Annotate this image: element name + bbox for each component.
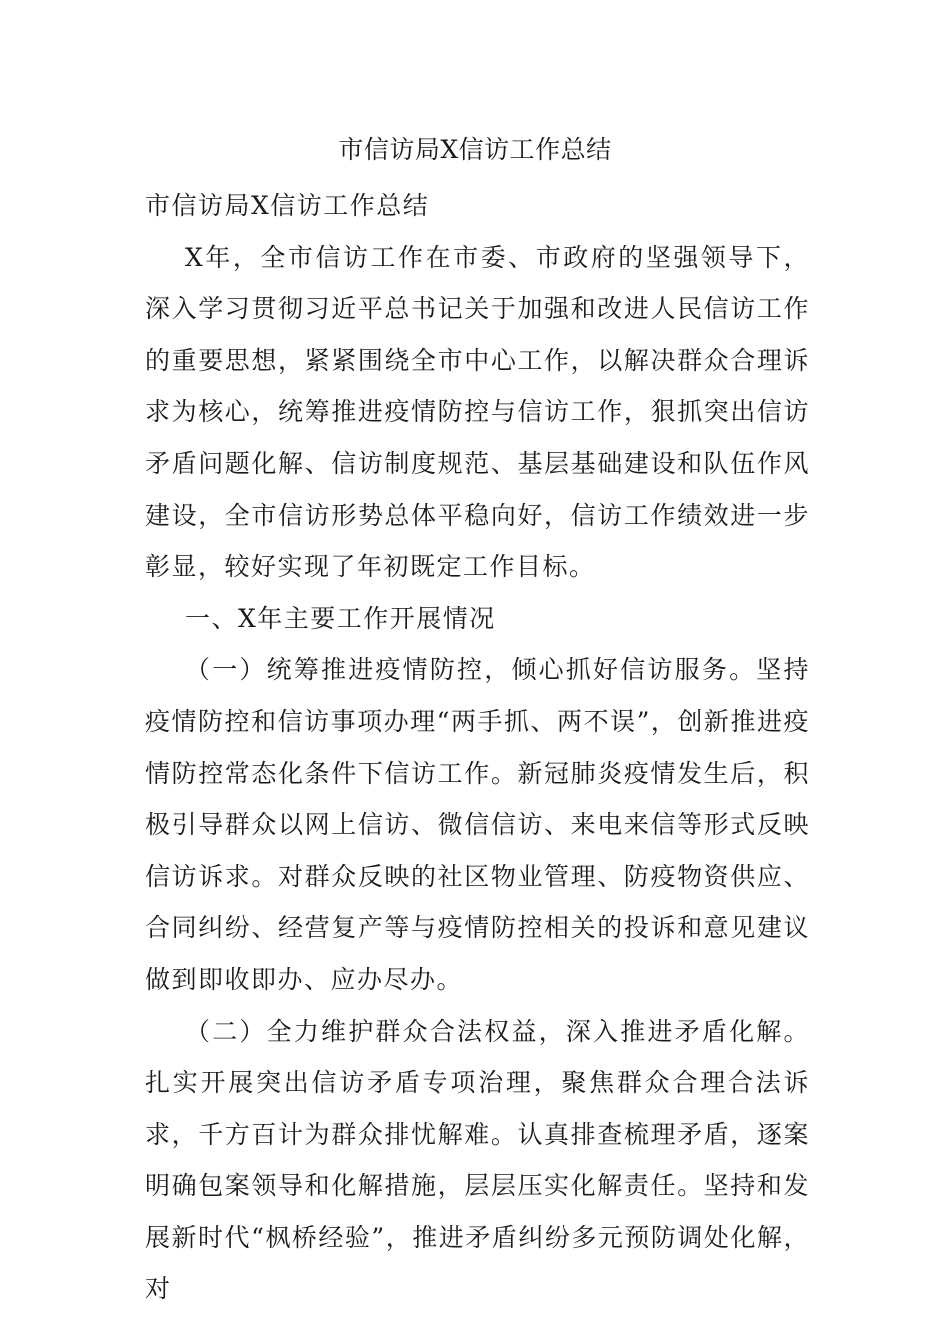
- subtitle-paragraph: 市信访局X信访工作总结: [145, 191, 430, 220]
- document-title: 市信访局X信访工作总结: [338, 135, 612, 164]
- section-1-paragraph: （一）统筹推进疫情防控，倾心抓好信访服务。坚持疫情防控和信访事项办理“两手抓、两不误”，创新推进疫情防控常态化条件下信访工作。新冠肺炎疫情发生后，积极引导群众以网上信访、微信信访、来电来信等形式反映信访诉求。对群众反映的社区物业管理、防疫物资供应、合同纠纷、经营复产等与疫情防控相关的投诉和意见建议做到即收即办、应办尽办。: [145, 655, 810, 994]
- intro-paragraph: X年，全市信访工作在市委、市政府的坚强领导下，深入学习贯彻习近平总书记关于加强和改进人民信访工作的重要思想，紧紧围绕全市中心工作，以解决群众合理诉求为核心，统筹推进疫情防控与信访工作，狠抓突出信访矛盾问题化解、信访制度规范、基层基础建设和队伍作风建设，全市信访形势总体平稳向好，信访工作绩效进一步彰显，较好实现了年初既定工作目标。: [145, 242, 810, 582]
- document-body: [145, 180, 810, 1315]
- section-heading: 一、X年主要工作开展情况: [185, 603, 496, 633]
- section-2-paragraph: （二）全力维护群众合法权益，深入推进矛盾化解。扎实开展突出信访矛盾专项治理，聚焦群众合理合法诉求，千方百计为群众排忧解难。认真排查梳理矛盾，逐案明确包案领导和化解措施，层层压实化解责任。坚持和发展新时代“枫桥经验”，推进矛盾纠纷多元预防调处化解，对: [145, 1016, 810, 1304]
